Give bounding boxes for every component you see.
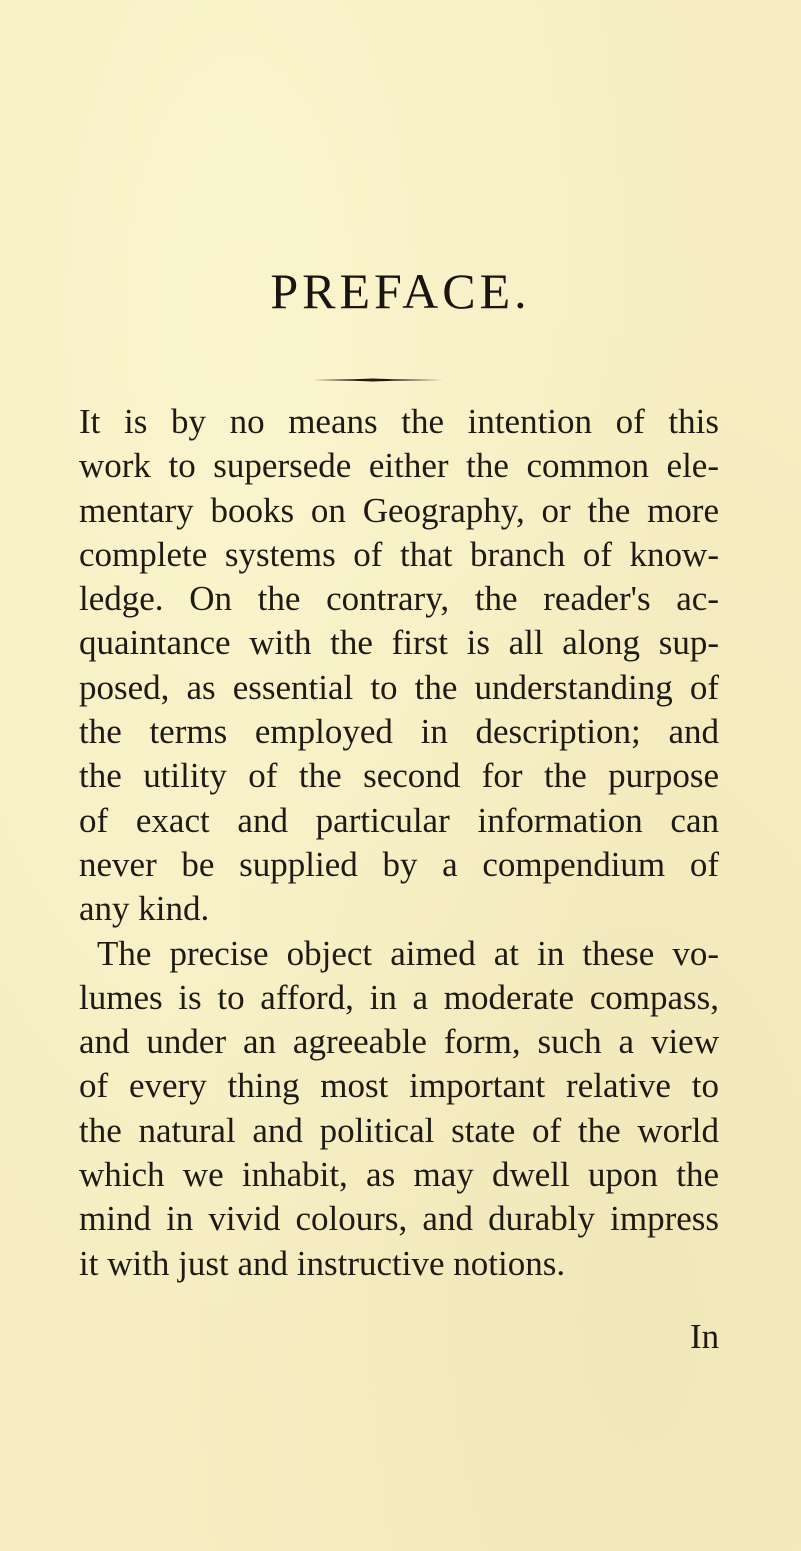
text-line: It is by no means the intention of this [79,402,719,441]
text-line: any kind. [79,889,210,929]
text-line: never be supplied by a compendium of [79,844,719,884]
text-line: of exact and particular information can [79,800,719,840]
paragraph-1 [79,400,719,932]
preface-text [79,400,719,1286]
text-line: and under an agreeable form, such a view [79,1022,719,1062]
text-line: mentary books on Geography, or the more [79,490,719,530]
text-line: the utility of the second for the purpose [79,756,719,796]
text-line: it with just and instructive notions. [79,1243,566,1283]
text-line: quaintance with the first is all along sup- [79,623,719,663]
text-line: The precise object aimed at in these vo- [97,933,719,973]
text-line: ledge. On the contrary, the reader's ac- [79,579,719,619]
decorative-rule [313,378,443,382]
text-line: lumes is to afford, in a moderate compass, [79,977,719,1017]
text-line: mind in vivid colours, and durably impress [79,1199,719,1239]
page-heading: PREFACE. [270,263,531,319]
text-line: complete systems of that branch of know- [79,534,719,574]
text-line: the natural and political state of the world [79,1110,719,1150]
text-line: the terms employed in description; and [79,712,719,752]
paragraph-2 [79,932,719,1286]
text-line: work to supersede either the common ele- [79,446,719,486]
text-line: of every thing most important relative to [79,1066,719,1106]
catchword: In [690,1317,720,1356]
text-line: posed, as essential to the understanding of [79,667,719,707]
text-line: which we inhabit, as may dwell upon the [79,1155,719,1195]
